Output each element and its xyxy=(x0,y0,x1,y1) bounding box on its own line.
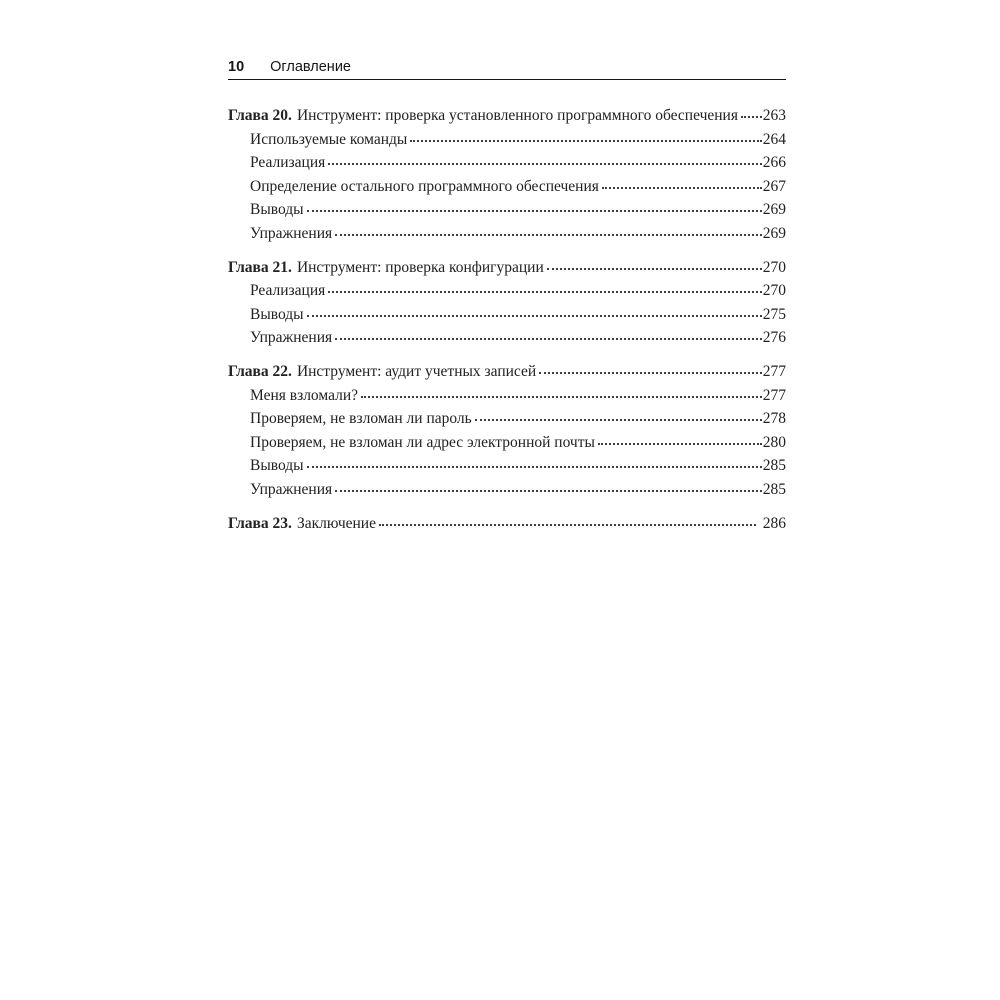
toc-row xyxy=(228,222,786,246)
chapter-label: Глава 22. xyxy=(228,363,292,380)
toc-row xyxy=(228,326,786,350)
entry-page-number: 267 xyxy=(762,177,786,195)
entry-title: Используемые команды xyxy=(250,130,408,148)
entry-title: Проверяем, не взломан ли пароль xyxy=(250,410,472,427)
entry-page-number: 269 xyxy=(762,224,786,242)
entry-title: Меня взломали? xyxy=(250,386,359,404)
toc-row xyxy=(228,198,786,222)
entry-title: Упражнения xyxy=(250,329,333,346)
toc-row xyxy=(228,407,786,431)
toc-row xyxy=(228,512,786,536)
chapter-label: Глава 20. xyxy=(228,107,292,124)
dot-leader xyxy=(602,187,762,189)
entry-title: Выводы xyxy=(250,457,304,474)
table-of-contents xyxy=(228,104,786,535)
toc-row xyxy=(228,478,786,502)
toc-section xyxy=(228,360,786,501)
entry-page-number: 278 xyxy=(762,410,786,427)
entry-title: Заключение xyxy=(296,514,376,532)
running-header xyxy=(228,57,786,80)
dot-leader xyxy=(547,268,762,270)
entry-page-number: 280 xyxy=(762,433,786,451)
toc-section xyxy=(228,512,786,536)
dot-leader xyxy=(307,210,762,212)
entry-page-number: 285 xyxy=(762,457,786,474)
entry-page-number: 286 xyxy=(762,514,786,532)
page-content xyxy=(228,57,786,535)
entry-page-number: 266 xyxy=(762,154,786,171)
toc-row xyxy=(228,454,786,478)
toc-row xyxy=(228,104,786,128)
dot-leader xyxy=(598,443,762,445)
entry-title: Упражнения xyxy=(250,480,333,498)
dot-leader xyxy=(335,490,762,492)
dot-leader xyxy=(307,315,762,317)
toc-row xyxy=(228,384,786,408)
toc-row xyxy=(228,128,786,152)
entry-title: Инструмент: проверка конфигурации xyxy=(296,258,544,276)
toc-row xyxy=(228,175,786,199)
entry-title: Определение остального программного обеспечения xyxy=(250,177,599,195)
toc-row xyxy=(228,303,786,327)
dot-leader xyxy=(410,140,761,142)
dot-leader xyxy=(361,396,762,398)
chapter-label: Глава 23. xyxy=(228,514,292,532)
dot-leader xyxy=(539,372,762,374)
toc-row xyxy=(228,431,786,455)
entry-title: Проверяем, не взломан ли адрес электронной почты xyxy=(250,433,595,451)
entry-page-number: 263 xyxy=(762,107,786,124)
entry-page-number: 264 xyxy=(762,130,786,148)
header-page-number: 10 xyxy=(228,59,245,75)
entry-title: Упражнения xyxy=(250,224,333,242)
toc-row xyxy=(228,360,786,384)
dot-leader xyxy=(379,524,756,526)
entry-title: Выводы xyxy=(250,305,304,323)
entry-page-number: 269 xyxy=(762,201,786,218)
toc-section xyxy=(228,104,786,245)
dot-leader xyxy=(741,116,762,118)
entry-page-number: 277 xyxy=(762,386,786,404)
entry-title: Реализация xyxy=(250,282,326,299)
entry-page-number: 276 xyxy=(762,329,786,346)
dot-leader xyxy=(335,234,762,236)
entry-title: Выводы xyxy=(250,201,304,218)
dot-leader xyxy=(328,291,761,293)
toc-section xyxy=(228,256,786,350)
dot-leader xyxy=(475,419,762,421)
entry-page-number: 275 xyxy=(762,305,786,323)
toc-row xyxy=(228,151,786,175)
dot-leader xyxy=(307,466,762,468)
chapter-label: Глава 21. xyxy=(228,258,292,276)
dot-leader xyxy=(328,163,761,165)
dot-leader xyxy=(335,338,762,340)
header-running-title: Оглавление xyxy=(270,59,351,75)
entry-page-number: 277 xyxy=(762,363,786,380)
toc-row xyxy=(228,256,786,280)
entry-title: Инструмент: аудит учетных записей xyxy=(296,363,537,380)
entry-page-number: 285 xyxy=(762,480,786,498)
entry-title: Инструмент: проверка установленного программного обеспечения xyxy=(296,107,738,124)
entry-page-number: 270 xyxy=(762,282,786,299)
toc-row xyxy=(228,279,786,303)
entry-page-number: 270 xyxy=(762,258,786,276)
entry-title: Реализация xyxy=(250,154,326,171)
